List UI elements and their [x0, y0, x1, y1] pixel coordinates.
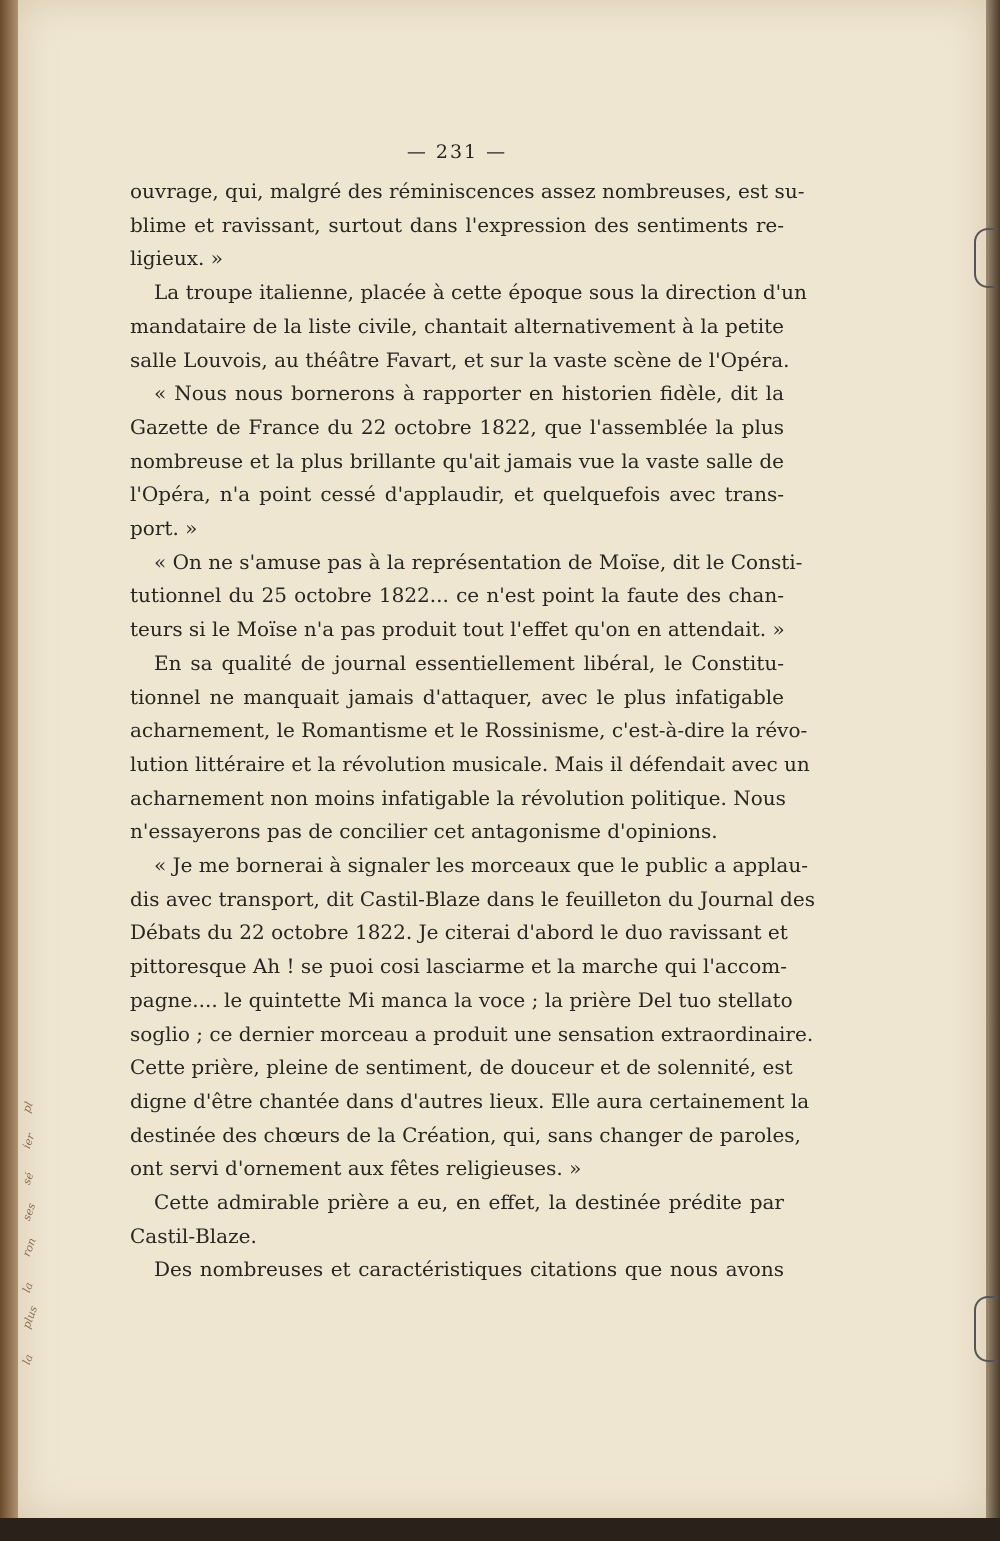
text-line: digne d'être chantée dans d'autres lieux. Elle aura certainement la	[130, 1088, 810, 1113]
book-spine-edge	[0, 0, 18, 1541]
text-line: « On ne s'amuse pas à la représentation de Moïse, dit le Consti-	[154, 549, 803, 574]
text-line: l'Opéra, n'a point cessé d'applaudir, et quelquefois avec trans-	[130, 482, 784, 507]
text-line: Débats du 22 octobre 1822. Je citerai d'abord le duo ravissant et	[130, 920, 788, 945]
clip-mark-top	[974, 228, 998, 288]
text-line: ouvrage, qui, malgré des réminiscences assez nombreuses, est su-	[130, 179, 805, 203]
text-line: pittoresque Ah ! se puoi cosi lasciarme et la marche qui l'accom-	[130, 954, 788, 979]
text-line: teurs si le Moïse n'a pas produit tout l'effet qu'on en attendait. »	[130, 617, 785, 642]
text-line: dis avec transport, dit Castil-Blaze dans le feuilleton du Journal des	[130, 886, 815, 911]
margin-note: la	[20, 1280, 36, 1295]
text-line: acharnement non moins infatigable la révolution politique. Nous	[130, 785, 786, 810]
text-line: n'essayerons pas de concilier cet antagonisme d'opinions.	[130, 819, 718, 844]
text-line: mandataire de la liste civile, chantait alternativement à la petite	[130, 313, 784, 338]
margin-note: sé	[20, 1170, 37, 1187]
text-line: Cette prière, pleine de sentiment, de douceur et de solennité, est	[130, 1055, 793, 1080]
text-line: La troupe italienne, placée à cette époque sous la direction d'un	[154, 280, 807, 305]
text-line: nombreuse et la plus brillante qu'ait jamais vue la vaste salle de	[130, 448, 784, 473]
text-line: ligieux. »	[130, 246, 223, 271]
text-line: lution littéraire et la révolution musicale. Mais il défendait avec un	[130, 751, 810, 776]
margin-note: ier	[20, 1131, 38, 1151]
text-line: salle Louvois, au théâtre Favart, et sur la vaste scène de l'Opéra.	[130, 347, 790, 372]
text-line: « Nous nous bornerons à rapporter en historien fidèle, dit la	[154, 381, 784, 406]
book-page	[18, 0, 986, 1518]
margin-note: la	[20, 1352, 36, 1367]
text-line: « Je me bornerai à signaler les morceaux que le public a applau-	[154, 853, 808, 877]
margin-note: plus	[20, 1304, 41, 1331]
text-line: Castil-Blaze.	[130, 1223, 257, 1248]
text-line: tionnel ne manquait jamais d'attaquer, avec le plus infatigable	[130, 684, 784, 709]
text-line: Gazette de France du 22 octobre 1822, que l'assemblée la plus	[130, 414, 784, 439]
page-number: — 231 —	[406, 141, 508, 163]
text-line: acharnement, le Romantisme et le Rossinisme, c'est-à-dire la révo-	[130, 718, 808, 743]
text-line: tutionnel du 25 octobre 1822... ce n'est point la faute des chan-	[130, 583, 784, 608]
text-line: port. »	[130, 516, 198, 540]
text-line: pagne.... le quintette Mi manca la voce ; la prière Del tuo stellato	[130, 987, 793, 1012]
text-line: Cette admirable prière a eu, en effet, la destinée prédite par	[154, 1190, 784, 1214]
margin-note: ses	[20, 1201, 39, 1223]
text-line: soglio ; ce dernier morceau a produit une sensation extraordinaire.	[130, 1021, 814, 1046]
text-line: destinée des chœurs de la Création, qui, sans changer de paroles,	[130, 1122, 801, 1147]
text-line: ont servi d'ornement aux fêtes religieuses. »	[130, 1156, 582, 1181]
text-line: blime et ravissant, surtout dans l'expression des sentiments re-	[130, 212, 784, 237]
text-line: Des nombreuses et caractéristiques citations que nous avons	[154, 1257, 784, 1282]
margin-note: pl	[20, 1100, 36, 1115]
margin-note: ron	[20, 1236, 39, 1259]
text-line: En sa qualité de journal essentiellement libéral, le Constitu-	[154, 650, 784, 675]
clip-mark-bottom	[974, 1296, 998, 1362]
scan-bottom-edge	[0, 1518, 1000, 1541]
